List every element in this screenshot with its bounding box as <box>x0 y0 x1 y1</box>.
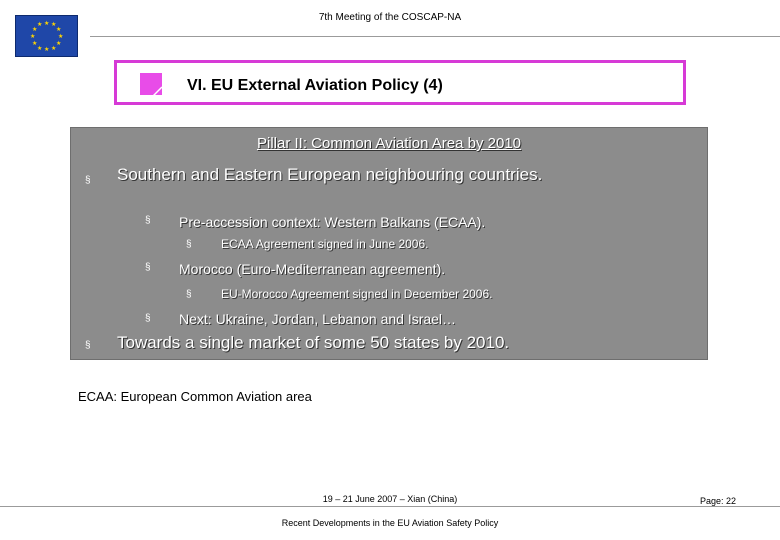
eu-stars <box>16 16 77 56</box>
footer-divider <box>0 506 780 507</box>
meeting-header: 7th Meeting of the COSCAP-NA <box>318 12 462 23</box>
page-number: Page: 22 <box>700 496 737 506</box>
bullet-icon: § <box>85 340 91 351</box>
sub-item-next-countries: Next: Ukraine, Jordan, Lebanon and Israel… <box>179 311 457 327</box>
bullet-icon: § <box>85 175 91 186</box>
sub-item-morocco: Morocco (Euro-Mediterranean agreement). <box>179 261 446 277</box>
item-single-market: Towards a single market of some 50 states by 2010. <box>117 333 510 352</box>
pillar-heading: Pillar II: Common Aviation Area by 2010 <box>256 135 522 152</box>
slide-title: VI. EU External Aviation Policy (4) <box>187 77 443 94</box>
bullet-icon: § <box>145 215 151 226</box>
svg-text:★: ★ <box>44 20 50 27</box>
header-divider <box>90 36 780 37</box>
svg-text:★: ★ <box>51 45 57 52</box>
svg-text:★: ★ <box>56 40 62 47</box>
detail-ecaa-agreement: ECAA Agreement signed in June 2006. <box>221 237 429 251</box>
bullet-icon: § <box>145 313 151 324</box>
content-panel <box>70 127 708 360</box>
svg-text:★: ★ <box>32 26 38 33</box>
footer-date: 19 – 21 June 2007 – Xian (China) <box>322 494 458 504</box>
item-neighbouring-countries: Southern and Eastern European neighbouring countries. <box>117 165 543 184</box>
bullet-icon: § <box>186 289 192 300</box>
bullet-icon: § <box>145 262 151 273</box>
footer-topic: Recent Developments in the EU Aviation Safety Policy <box>281 518 499 528</box>
slide-title-box <box>114 60 686 105</box>
pink-square-bullet-icon <box>140 73 162 95</box>
svg-text:★: ★ <box>44 46 50 53</box>
detail-morocco-agreement: EU-Morocco Agreement signed in December 2006. <box>221 287 493 301</box>
sub-item-western-balkans: Pre-accession context: Western Balkans (ECAA). <box>179 214 486 230</box>
svg-text:★: ★ <box>58 33 64 40</box>
svg-text:★: ★ <box>37 21 43 28</box>
svg-text:★: ★ <box>32 40 38 47</box>
svg-text:★: ★ <box>37 45 43 52</box>
eu-flag-icon <box>15 15 78 57</box>
bullet-icon: § <box>186 239 192 250</box>
svg-text:★: ★ <box>51 21 57 28</box>
svg-text:★: ★ <box>30 33 36 40</box>
svg-text:★: ★ <box>56 26 62 33</box>
ecaa-footnote: ECAA: European Common Aviation area <box>78 389 312 404</box>
